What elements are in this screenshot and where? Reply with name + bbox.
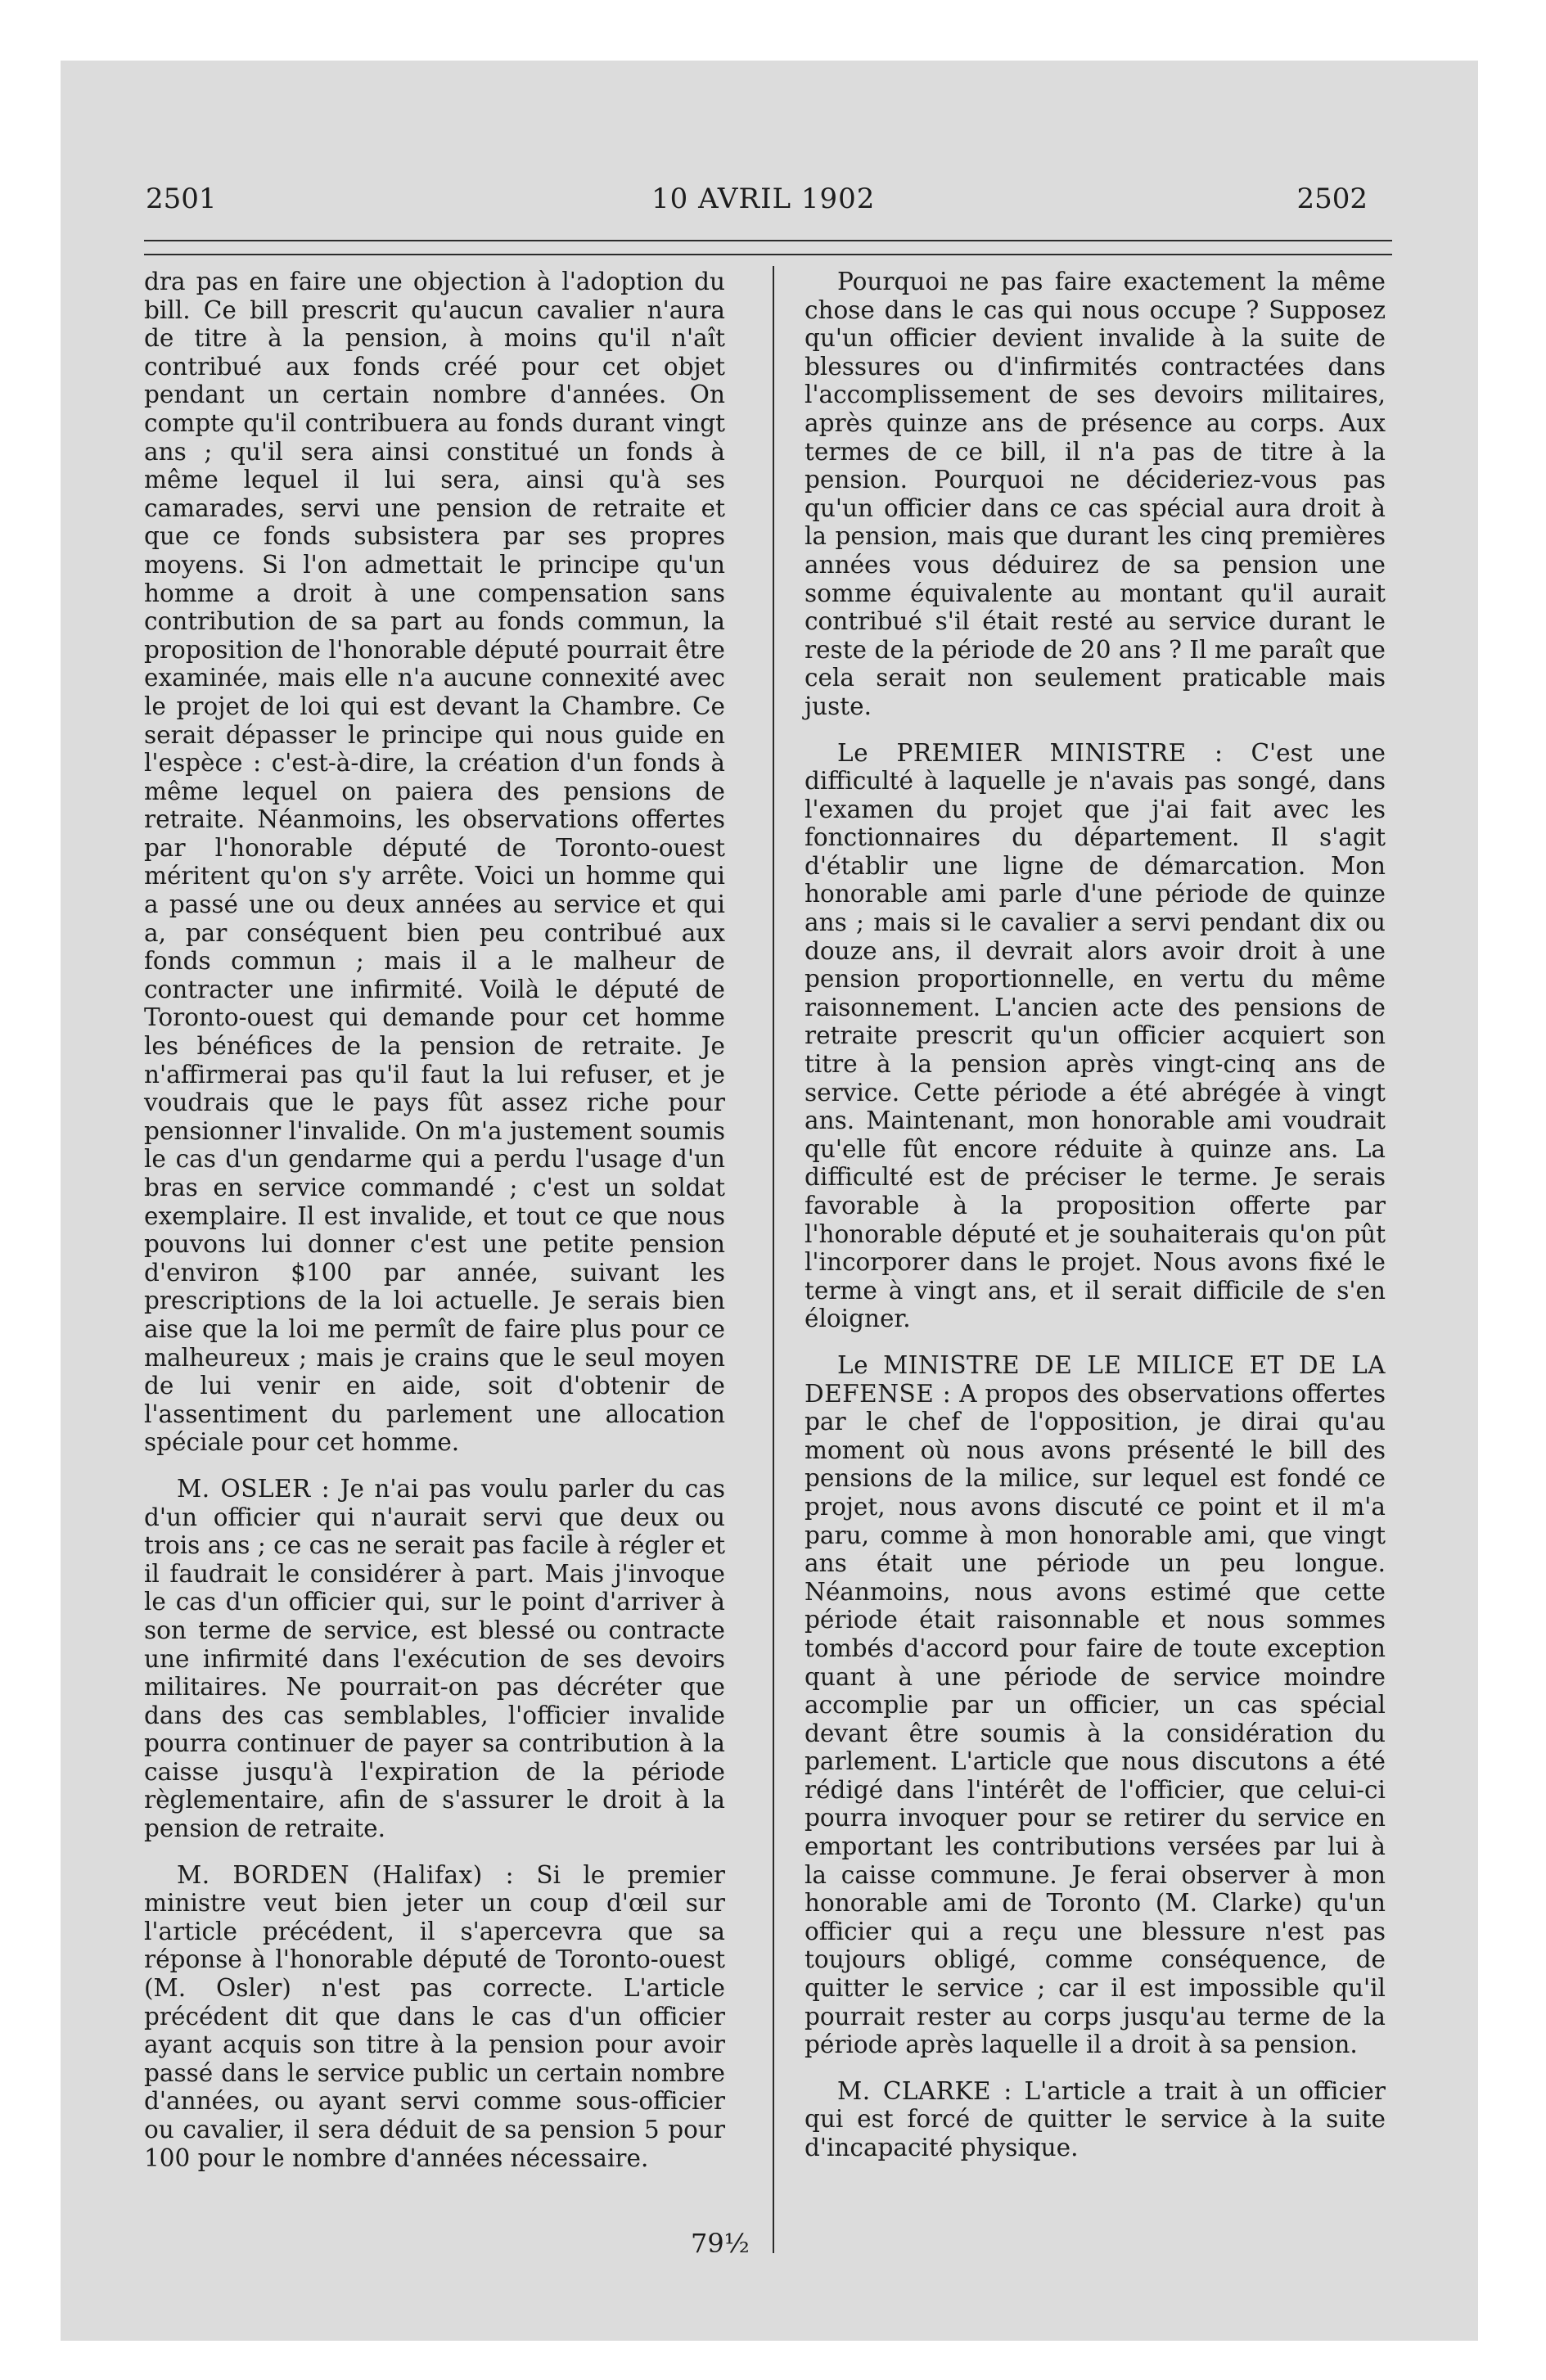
paragraph-text: A propos des observations offertes par le chef de l'opposition, je dirai qu'au moment où nous avons présenté le bill des pensions de la milice, sur lequel est fondé ce projet, nous avons discuté ce point et il m'a paru, comme à mon honorable ami, que vingt ans était une période un peu longue. Néanmoins, nous avons estimé que cette période était raisonnable et nous sommes tombés d'accord pour faire de toute exception quant à une période de service moindre accomplie par un officier, un cas spécial devant être soumis à la considération du parlement. L'article que nous discutons a été rédigé dans l'intérêt de l'officier, que celui-ci pourra invoquer pour se retirer du service en emportant les contributions versées par lui à la caisse commune. Je ferai observer à mon honorable ami de Toronto (M. Clarke) qu'un officier qui a reçu une blessure n'est pas toujours obligé, comme conséquence, de quitter le service ; car il est impossible qu'il pourrait rester au corps jusqu'au terme de la période après laquelle il a droit à sa pension. [805, 1379, 1386, 2059]
speaker-name: Le PREMIER MINISTRE : [837, 738, 1224, 767]
paragraph [805, 1351, 1386, 2059]
page-number-left: 2501 [146, 183, 217, 215]
signature-mark: 79½ [691, 2228, 750, 2259]
paragraph-text: C'est une difficulté à laquelle je n'avais pas songé, dans l'examen du projet que j'ai fait avec les fonctionnaires du département. Il s'agit d'établir une ligne de démarcation. Mon honorable ami parle d'une période de quinze ans ; mais si le cavalier a servi pendant dix ou douze ans, il devrait alors avoir droit à une pension proportionnelle, en vertu du même raisonnement. L'ancien acte des pensions de retraite prescrit qu'un officier acquiert son titre à la pension après vingt-cinq ans de service. Cette période a été abrégée à vingt ans. Maintenant, mon honorable ami voudrait qu'elle fût encore réduite à quinze ans. La difficulté est de préciser le terme. Je serais favorable à la proposition offerte par l'honorable député et je souhaiterais qu'on pût l'incorporer dans le projet. Nous avons fixé le terme à vingt ans, et il serait difficile de s'en éloigner. [805, 738, 1386, 1333]
paragraph [805, 2077, 1386, 2162]
page-number-right: 2502 [1296, 183, 1368, 215]
paragraph [144, 1861, 725, 2173]
paragraph-text: L'article a trait à un officier qui est forcé de quitter le service à la suite d'incapacité physique. [805, 2076, 1386, 2161]
speaker-name: M. OSLER : [177, 1474, 331, 1503]
speaker-name: Le MINISTRE DE LE MILICE ET DE LA DEFENSE : [805, 1350, 1386, 1408]
paragraph-text: Pourquoi ne pas faire exactement la même chose dans le cas qui nous occupe ? Supposez qu'un officier devient invalide à la suite de blessures ou d'infirmités contractées dans l'accomplissement de ses devoirs militaires, après quinze ans de présence au corps. Aux termes de ce bill, il n'a pas de titre à la pension. Pourquoi ne décideriez-vous pas qu'un officier dans ce cas spécial aura droit à la pension, mais que durant les cinq premières années vous déduirez de sa pension une somme équivalente au montant qu'il aurait contribué s'il était resté au service durant le reste de la période de 20 ans ? Il me paraît que cela serait non seulement praticable mais juste. [805, 268, 1386, 720]
paragraph-text: dra pas en faire une objection à l'adoption du bill. Ce bill prescrit qu'aucun cavalier n'aura de titre à la pension, à moins qu'il n'aît contribué aux fonds créé pour cet objet pendant un certain nombre d'années. On compte qu'il contribuera au fonds durant vingt ans ; qu'il sera ainsi constitué un fonds à même lequel il lui sera, ainsi qu'à ses camarades, servi une pension de retraite et que ce fonds subsistera par ses propres moyens. Si l'on admettait le principe qu'un homme a droit à une compensation sans contribution de sa part au fonds commun, la proposition de l'honorable député pourrait être examinée, mais elle n'a aucune connexité avec le projet de loi qui est devant la Chambre. Ce serait dépasser le principe qui nous guide en l'espèce : c'est-à-dire, la création d'un fonds à même lequel on paiera des pensions de retraite. Néanmoins, les observations offertes par l'honorable député de Toronto-ouest méritent qu'on s'y arrête. Voici un homme qui a passé une ou deux années au service et qui a, par conséquent bien peu contribué aux fonds commun ; mais il a le malheur de contracter une infirmité. Voilà le député de Toronto-ouest qui demande pour cet homme les bénéfices de la pension de retraite. Je n'affirmerai pas qu'il faut la lui refuser, et je voudrais que le pays fût assez riche pour pensionner l'invalide. On m'a justement soumis le cas d'un gendarme qui a perdu l'usage d'un bras en service commandé ; c'est un soldat exemplaire. Il est invalide, et tout ce que nous pouvons lui donner c'est une petite pension d'environ $100 par année, suivant les prescriptions de la loi actuelle. Je serais bien aise que la loi me permît de faire plus pour ce malheureux ; mais je crains que le seul moyen de lui venir en aide, soit d'obtenir de l'assentiment du parlement une allocation spéciale pour cet homme. [144, 268, 725, 1457]
page-header [79, 119, 1392, 215]
paragraph [144, 1475, 725, 1843]
paragraph [805, 268, 1386, 721]
paragraph [144, 268, 725, 1457]
speaker-name: M. BORDEN (Halifax) : [177, 1860, 515, 1889]
left-column [144, 268, 725, 2190]
paragraph-text: Si le premier ministre veut bien jeter un coup d'œil sur l'article précédent, il s'apercevra que sa réponse à l'honorable député de Toronto-ouest (M. Osler) n'est pas correcte. L'article précédent dit que dans le cas d'un officier ayant acquis son titre à la pension pour avoir passé dans le service public un certain nombre d'années, ou ayant servi comme sous-officier ou cavalier, il sera déduit de sa pension 5 pour 100 pour le nombre d'années nécessaire. [144, 1860, 725, 2172]
column-divider [773, 266, 774, 2253]
header-rule-top [144, 240, 1392, 241]
page-date: 10 AVRIL 1902 [651, 183, 876, 215]
header-rule-bottom [144, 254, 1392, 255]
speaker-name: M. CLARKE : [837, 2076, 1012, 2105]
paragraph-text: Je n'ai pas voulu parler du cas d'un officier qui n'aurait servi que deux ou trois ans ; ce cas ne serait pas facile à régler et il faudrait le considérer à part. Mais j'invoque le cas d'un officier qui, sur le point d'arriver à son terme de service, est blessé ou contracte une infirmité dans l'exécution de ses devoirs militaires. Ne pourrait-on pas décréter que dans des cas semblables, l'officier invalide pourra continuer de payer sa contribution à la caisse jusqu'à l'expiration de la période règlementaire, afin de s'assurer le droit à la pension de retraite. [144, 1474, 725, 1843]
right-column [805, 268, 1386, 2180]
paragraph [805, 739, 1386, 1333]
